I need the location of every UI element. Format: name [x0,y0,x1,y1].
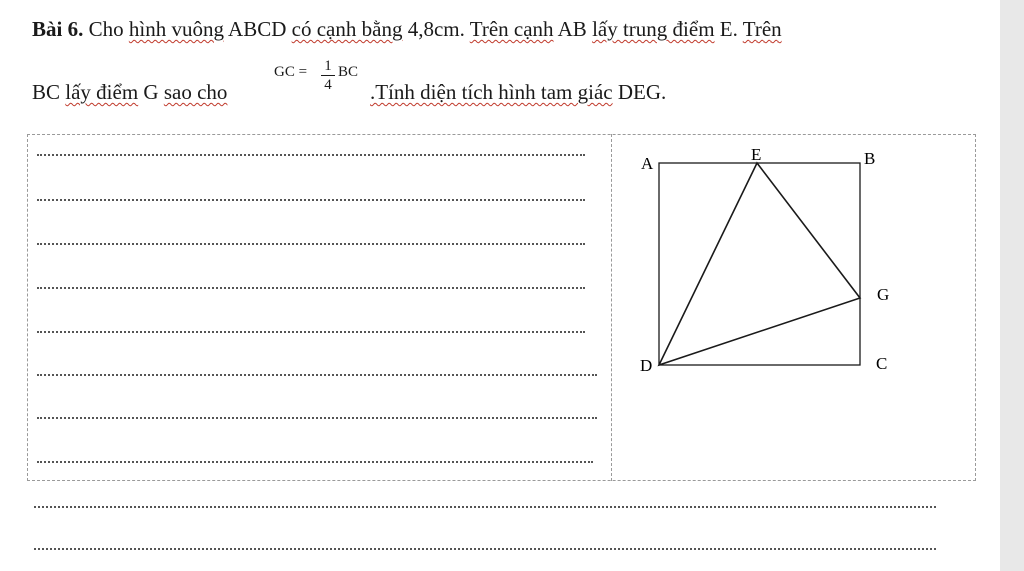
text-segment: hình vuông [128,17,224,41]
formula-rhs: BC [338,64,359,80]
vertex-label-a: A [641,154,654,173]
text-segment: BC [32,80,61,104]
vertex-label-g: G [877,285,890,304]
triangle-deg [659,163,860,365]
text-segment: sao cho [163,80,228,104]
text-segment: AB [557,17,587,41]
text-segment: lấy trung điểm [592,17,715,41]
text-segment: Cho [88,17,124,41]
text-segment: .Tính diện tích hình tam giác [370,80,613,104]
text-segment: DEG. [617,80,667,104]
text-segment: Trên [742,17,782,41]
problem-title: Bài 6. [32,17,84,41]
vertex-label-c: C [876,354,888,373]
text-segment: G [143,80,159,104]
scroll-gutter [1000,0,1024,571]
text-segment: Trên cạnh [469,17,554,41]
text-segment: E. [719,17,738,41]
vertex-label-d: D [640,356,653,375]
formula-numerator: 1 [324,58,332,74]
formula-denominator: 4 [324,77,332,93]
formula-lhs: GC = [274,64,308,80]
square-abcd [659,163,860,365]
vertex-label-e: E [751,145,762,164]
text-segment: 4,8cm. [407,17,465,41]
text-segment: lấy điểm [65,80,139,104]
text-segment: ABCD [228,17,287,41]
text-segment: có cạnh bằng [291,17,403,41]
vertex-label-b: B [864,149,876,168]
